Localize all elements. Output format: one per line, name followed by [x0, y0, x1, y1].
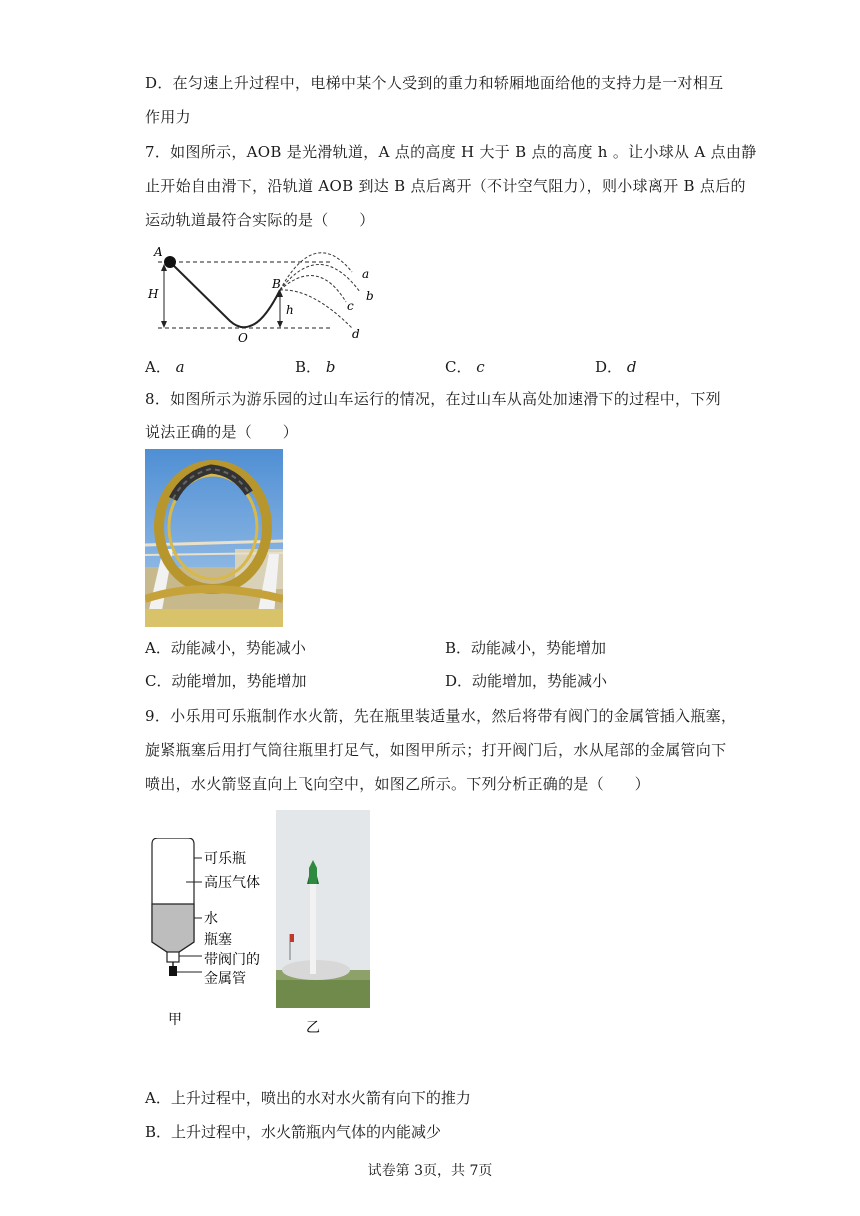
- q8-stem-line1: 8．如图所示为游乐园的过山车运行的情况，在过山车从高处加速滑下的过程中，下列: [145, 390, 721, 408]
- q8-option-b[interactable]: B．动能减小，势能增加: [445, 639, 607, 657]
- q8-option-a[interactable]: A．动能减小，势能减小: [145, 639, 306, 657]
- q9-jia-label-gas: 高压气体: [204, 875, 260, 891]
- q7-stem-line3: 运动轨道最符合实际的是（ ）: [145, 211, 375, 229]
- q7-track-diagram: [140, 238, 390, 348]
- q7-label-h: h: [286, 303, 294, 317]
- q8-roller-coaster-photo: [145, 449, 283, 627]
- q9-jia-label-tube: 金属管: [204, 971, 246, 987]
- q9-jia-label-bottle: 可乐瓶: [204, 851, 246, 867]
- q9-caption-jia: 甲: [168, 1012, 182, 1028]
- q7-label-b: b: [366, 289, 374, 303]
- q7-option-a[interactable]: A． a: [145, 358, 185, 376]
- q9-stem-line2: 旋紧瓶塞后用打气筒往瓶里打足气，如图甲所示；打开阀门后，水从尾部的金属管向下: [145, 741, 727, 759]
- q6-option-d-line2: 作用力: [145, 108, 191, 126]
- q7-stem-line1: 7．如图所示，AOB 是光滑轨道，A 点的高度 H 大于 B 点的高度 h 。让小球从 A 点由静: [145, 143, 757, 161]
- q7-option-d[interactable]: D． d: [595, 358, 637, 376]
- q7-label-B: B: [272, 277, 281, 291]
- q7-label-H: H: [148, 287, 159, 301]
- q7-label-d: d: [352, 327, 360, 341]
- q7-label-c: c: [347, 299, 354, 313]
- q9-caption-yi: 乙: [306, 1020, 320, 1036]
- q9-figure-jia-bottle: [140, 838, 270, 1030]
- q9-option-a[interactable]: A．上升过程中，喷出的水对水火箭有向下的推力: [145, 1089, 471, 1107]
- q7-label-a: a: [362, 267, 370, 281]
- q8-stem-line2: 说法正确的是（ ）: [145, 423, 299, 441]
- q7-label-O: O: [238, 331, 248, 345]
- q9-jia-label-valve: 带阀门的: [204, 952, 260, 968]
- q7-label-A: A: [154, 245, 163, 259]
- q8-option-c[interactable]: C．动能增加，势能增加: [145, 672, 307, 690]
- q9-figure-yi-rocket-photo: [276, 810, 370, 1040]
- q9-option-b[interactable]: B．上升过程中，水火箭瓶内气体的内能减少: [145, 1123, 442, 1141]
- q8-option-d[interactable]: D．动能增加，势能减小: [445, 672, 608, 690]
- q6-option-d-line1: D．在匀速上升过程中，电梯中某个人受到的重力和轿厢地面给他的支持力是一对相互: [145, 74, 724, 92]
- q9-stem-line3: 喷出，水火箭竖直向上飞向空中，如图乙所示。下列分析正确的是（ ）: [145, 775, 650, 793]
- q7-option-c[interactable]: C． c: [445, 358, 485, 376]
- q7-option-b[interactable]: B． b: [295, 358, 336, 376]
- q9-jia-label-water: 水: [204, 911, 218, 927]
- page-footer: 试卷第 3页，共 7页: [367, 1163, 493, 1179]
- q9-stem-line1: 9．小乐用可乐瓶制作水火箭，先在瓶里装适量水，然后将带有阀门的金属管插入瓶塞，: [145, 707, 737, 725]
- q9-jia-label-stopper: 瓶塞: [204, 932, 232, 948]
- q7-stem-line2: 止开始自由滑下，沿轨道 AOB 到达 B 点后离开（不计空气阻力），则小球离开 B 点后的: [145, 177, 746, 195]
